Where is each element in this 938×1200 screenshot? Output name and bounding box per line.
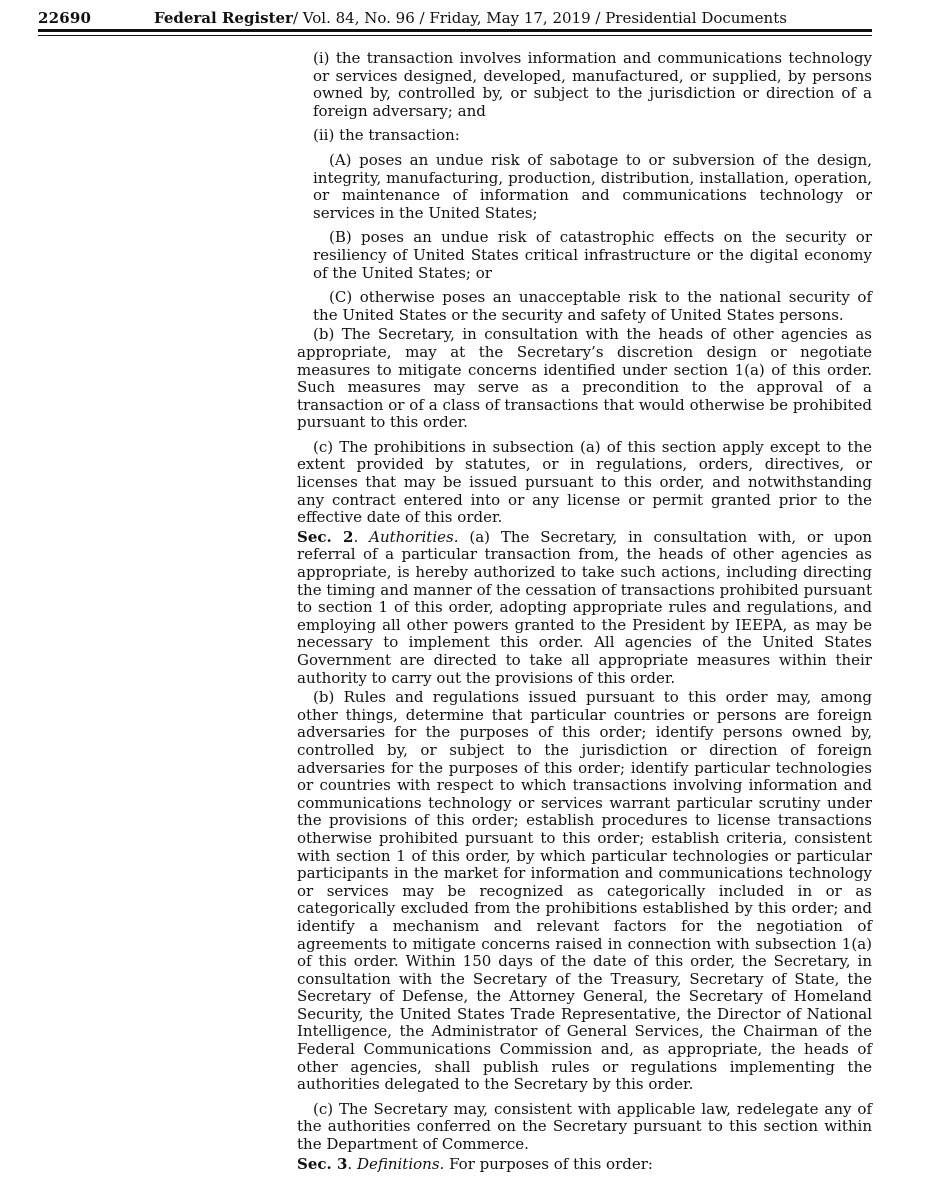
issue-citation: / Vol. 84, No. 96 / Friday, May 17, 2019 / Presidential Documents (292, 9, 787, 27)
running-head-citation (154, 9, 787, 27)
section2-title: Authorities. (369, 527, 459, 546)
header-rule-thick (38, 29, 872, 32)
clause-C: (C) otherwise poses an unacceptable risk to the national security of the United States or the security and safety of United States persons. (313, 288, 872, 324)
publication-name: Federal Register (154, 9, 293, 27)
section2-a-paragraph: Sec. 2. Authorities. (a) The Secretary, in consultation with, or upon referral of a particular transaction from, the heads of other agencies as appropriate, is hereby authorized to take such actions, including directing the timing and manner of the cessation of transactions prohibited pursuant to section 1 of this order, adopting appropriate rules and regulations, and employing all other powers granted to the President by IEEPA, as may be necessary to implement this order. All agencies of the United States Government are directed to take all appropriate measures within their authority to carry out the provisions of this order. (297, 527, 873, 687)
page-number: 22690 (38, 9, 92, 27)
clause-i: (i) the transaction involves information and communications technology or services designed, developed, manufactured, or supplied, by persons owned by, controlled by, or subject to the jurisdiction or direction of a foreign adversary; and (313, 49, 872, 120)
section1-c-paragraph: (c) The prohibitions in subsection (a) of this section apply except to the extent provided by statutes, or in regulations, orders, directives, or licenses that may be issued pursuant to this order, and notwithstanding any contract entered into or any license or permit granted prior to the effective date of this order. (297, 437, 872, 527)
header-rule-thin (38, 35, 872, 36)
section3-heading-paragraph: Sec. 3. Definitions. For purposes of this order: (297, 1154, 653, 1173)
section3-label: Sec. 3 (297, 1154, 348, 1173)
section2-a-text: (a) The Secretary, in consultation with, or upon referral of a particular transaction from, the heads of other agencies as appropriate, is hereby authorized to take such actions, including directing the timing and manner of the cessation of transactions prohibited pursuant to section 1 of this order, adopting appropriate rules and regulations, and employing all other powers granted to the President by IEEPA, as may be necessary to implement this order. All agencies of the United States Government are directed to take all appropriate measures within their authority to carry out the provisions of this order. (297, 527, 873, 687)
section3-text: For purposes of this order: (449, 1154, 653, 1173)
section2-label: Sec. 2 (297, 527, 354, 546)
clause-A: (A) poses an undue risk of sabotage to or subversion of the design, integrity, manufacturing, production, distribution, installation, operation, or maintenance of information and communications technology or services in the United States; (313, 150, 872, 222)
clause-B: (B) poses an undue risk of catastrophic effects on the security or resiliency of United States critical infrastructure or the digital economy of the United States; or (313, 228, 872, 282)
section2-b-paragraph: (b) Rules and regulations issued pursuant to this order may, among other things, determine that particular countries or persons are foreign adversaries for the purposes of this order; identify persons owned by, controlled by, or subject to the jurisdiction or direction of foreign adversaries for the purposes of this order; identify particular technologies or countries with respect to which transactions involving information and communications technology or services warrant particular scrutiny under the provisions of this order; establish procedures to license transactions otherwise prohibited pursuant to this order; establish criteria, consistent with section 1 of this order, by which particular technologies or particular participants in the market for information and communications technology or services may be recognized as categorically included in or as categorically excluded from the prohibitions established by this order; and identify a mechanism and relevant factors for the negotiation of agreements to mitigate concerns raised in connection with subsection 1(a) of this order. Within 150 days of the date of this order, the Secretary, in consultation with the Secretary of the Treasury, Secretary of State, the Secretary of Defense, the Attorney General, the Secretary of Homeland Security, the United States Trade Representative, the Director of National Intelligence, the Administrator of General Services, the Chairman of the Federal Communications Commission and, as appropriate, the heads of other agencies, shall publish rules or regulations implementing the authorities delegated to the Secretary by this order. (297, 688, 872, 1094)
section1-b-paragraph: (b) The Secretary, in consultation with the heads of other agencies as appropriate, may at the Secretary’s discretion design or negotiate measures to mitigate concerns identified under section 1(a) of this order. Such measures may serve as a precondition to the approval of a transaction or of a class of transactions that would otherwise be prohibited pursuant to this order. (297, 325, 872, 432)
document-body (297, 50, 872, 1173)
section3-title: Definitions. (356, 1154, 445, 1173)
clause-ii: (ii) the transaction: (313, 126, 460, 145)
section2-c-paragraph: (c) The Secretary may, consistent with applicable law, redelegate any of the authorities conferred on the Secretary pursuant to this section within the Department of Commerce. (297, 1099, 872, 1154)
